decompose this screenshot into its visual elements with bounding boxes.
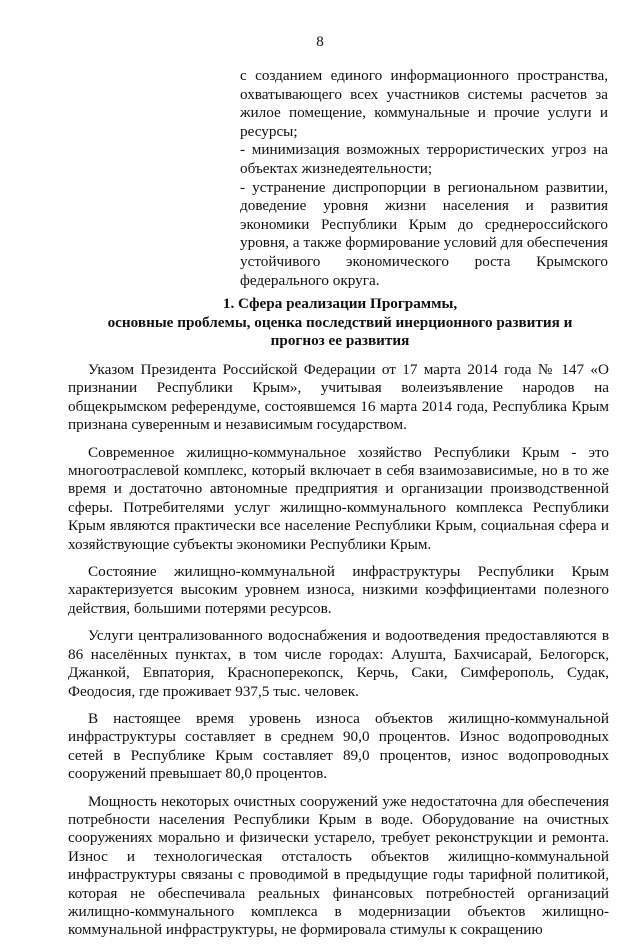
section-heading-line: основные проблемы, оценка последствий инерционного развития и xyxy=(107,313,573,331)
paragraph: Указом Президента Российской Федерации от 17 марта 2014 года № 147 «О признании Республики Крым», учитывая волеизъявление народов на общекрымском референдуме, состоявшемся 16 марта 2014 года, Республика Крым признана суверенным и независимым государством. xyxy=(68,361,609,434)
goal-item: - минимизация возможных террористических угроз на объектах жизнедеятельности; xyxy=(240,141,608,177)
section-heading-line: 1. Сфера реализации Программы, xyxy=(222,295,458,312)
section-heading xyxy=(70,295,610,351)
paragraph: В настоящее время уровень износа объектов жилищно-коммунальной инфраструктуры составляет в среднем 90,0 процентов. Износ водопроводных сетей в Республике Крым составляет 89,0 процентов, износ водопроводных сооружений превышает 80,0 процентов. xyxy=(68,709,609,783)
paragraph: Услуги централизованного водоснабжения и водоотведения предоставляются в 86 населённых пунктах, в том числе городах: Алушта, Бахчисарай, Белогорск, Джанкой, Евпатория, Красноперекопск, Керчь, Саки, Симферополь, Судак, Феодосия, где проживает 937,5 тыс. человек. xyxy=(68,627,609,700)
paragraph: Состояние жилищно-коммунальной инфраструктуры Республики Крым характеризуется высоким уровнем износа, низкими коэффициентами полезного действия, большими потерями ресурсов. xyxy=(68,563,609,617)
page-number: 8 xyxy=(316,34,324,50)
goal-item: с созданием единого информационного пространства, охватывающего всех участников системы расчетов за жилое помещение, коммунальные и прочие услуги и ресурсы; xyxy=(240,67,608,140)
section-heading-line: прогноз ее развития xyxy=(270,332,410,350)
section-body xyxy=(68,361,609,949)
paragraph: Современное жилищно-коммунальное хозяйство Республики Крым - это многоотраслевой комплекс, который включает в себя взаимозависимые, но в то же время и достаточно автономные предприятия и организации производственной сферы. Потребителями услуг жилищно-коммунального комплекса Республики Крым являются практически все население Республики Крым, социальная сфера и хозяйствующие субъекты экономики Республики Крым. xyxy=(68,443,609,553)
goal-item: - устранение диспропорции в региональном развитии, доведение уровня жизни населения и развития экономики Республики Крым до среднероссийского уровня, а также формирование условий для обеспечения устойчивого экономического роста Крымского федерального округа. xyxy=(240,178,608,289)
paragraph: Мощность некоторых очистных сооружений уже недостаточна для обеспечения потребности населения Республики Крым в воде. Оборудование на очистных сооружениях морально и физически устарело, требует реконструкции и ремонта. Износ и технологическая отсталость объектов жилищно-коммунальной инфраструктуры связаны с проводимой в предыдущие годы тарифной политикой, которая не обеспечивала реальных финансовых потребностей организаций жилищно-коммунального комплекса в модернизации объектов жилищно-коммунальной инфраструктуры, не формировала стимулы к сокращению xyxy=(68,792,609,939)
goals-list xyxy=(240,67,608,290)
